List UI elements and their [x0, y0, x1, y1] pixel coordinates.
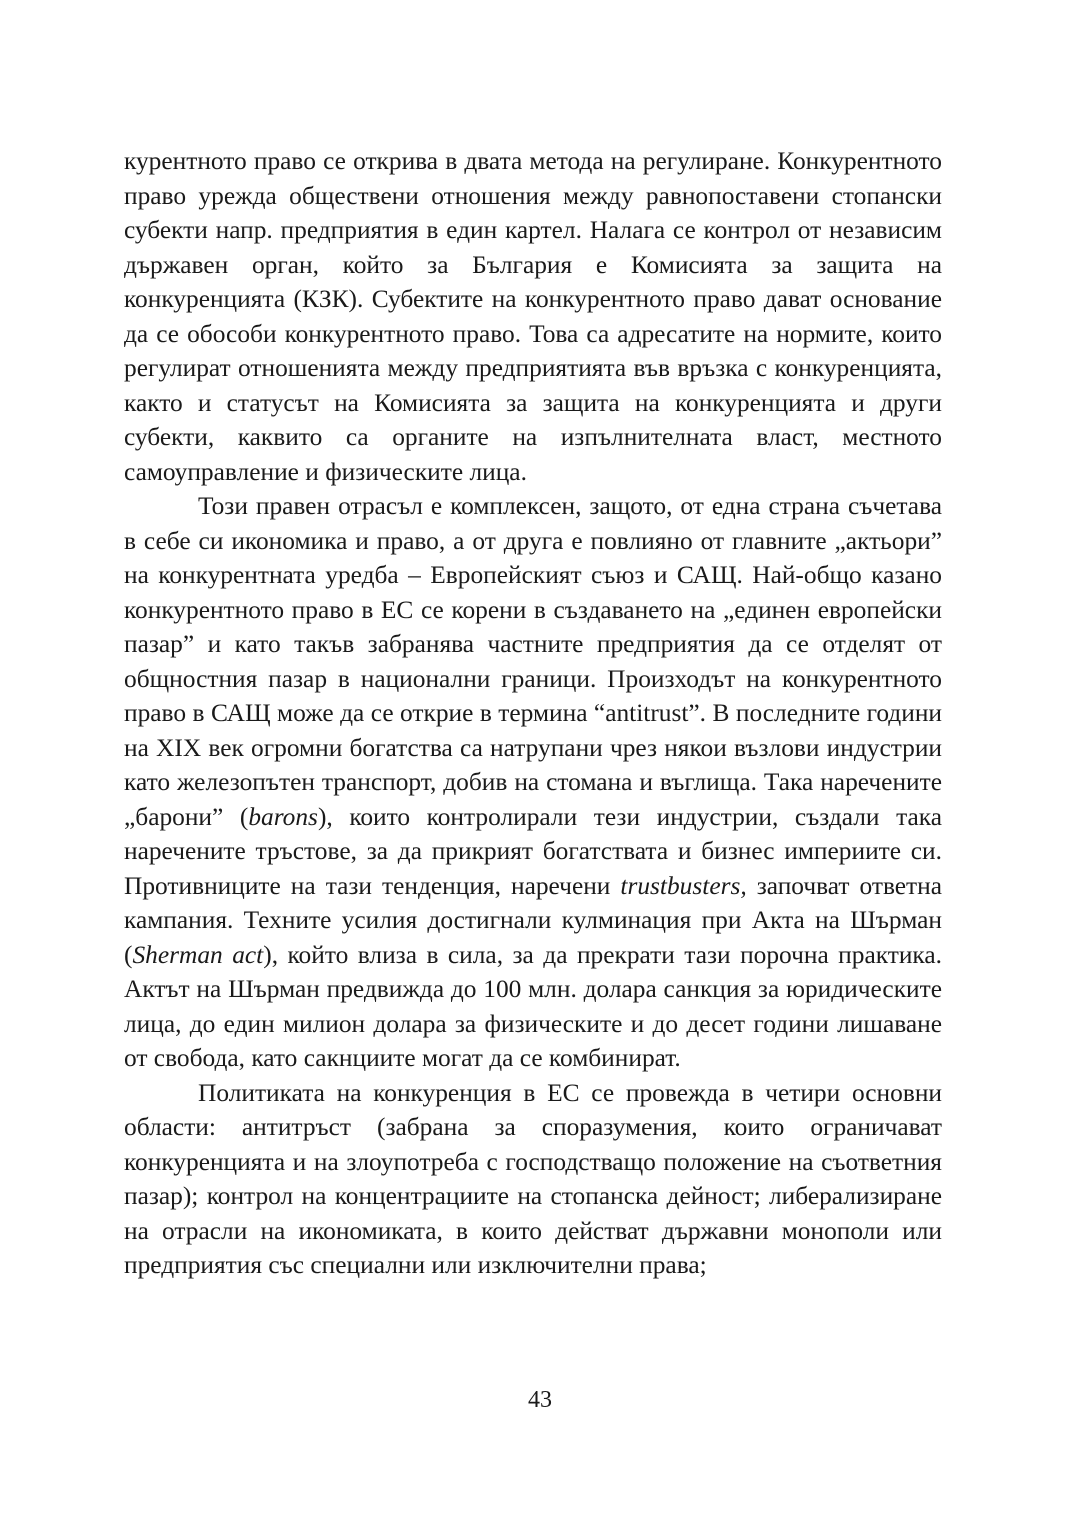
- paragraph-3-text: Политиката на конкуренция в ЕС се провежда в четири основни области: антитръст (забрана за споразумения, които ограничават конкуренцията и на злоупотреба с господстващо положение на съответния пазар); контрол на концентрациите на стопанска дейност; либерализиране на отрасли на икономиката, в които действат държавни монополи или предприятия със специални или изключителни права;: [124, 1078, 942, 1279]
- paragraph-2: [124, 489, 942, 1076]
- paragraph-1-text: курентното право се открива в двата метода на регулиране. Конкурентното право урежда обществени отношения между равнопоставени стопански субекти напр. предприятия в един картел. Налага се контрол от независим държавен орган, който за България е Комисията за защита на конкуренцията (КЗК). Субектите на конкурентното право дават основание да се обособи конкурентното право. Това са адресатите на нормите, които регулират отношенията между предприятията във връзка с конкуренцията, както и статусът на Комисията за защита на конкуренцията и други субекти, каквито са органите на изпълнителната власт, местното самоуправление и физическите лица.: [124, 147, 942, 486]
- paragraph-2-text-d: ), който влиза в сила, за да прекрати тази порочна практика. Актът на Шърман предвижда до 100 млн. долара санкция за юридическите лица, до един милион долара за физическите и до десет години лишаване от свобода, като сакнциите могат да се комбинират.: [124, 940, 942, 1072]
- page-number: 43: [528, 1387, 552, 1413]
- paragraph-2-italic-barons: barons: [248, 802, 318, 831]
- paragraph-1: [124, 144, 942, 489]
- paragraph-2-text-b: ), които контролирали тези индустрии, създали така наречените тръстове, за да прикрият богатствата и бизнес империите си. Противниците на тази тенденция, наречени: [124, 802, 942, 900]
- paragraph-2-text-c: започват ответна кампания. Техните усилия достигнали кулминация при Акта на Шърман (: [124, 871, 943, 969]
- paragraph-2-text-a: Този правен отрасъл е комплексен, защото, от една страна съчетава в себе си икономика и право, а от друга е повлияно от главните „актьори” на конкурентната уредба – Европейският съюз и САЩ. Най-общо казано конкурентното право в ЕС се корени в създаването на „единен европейски пазар” и като такъв забранява частните предприятия да се отделят от общностния пазар в национални граници. Произходът на конкурентното право в САЩ може да се открие в термина “antitrust”. В последните години на XIX век огромни богатства са натрупани чрез някои възлови индустрии като железопътен транспорт, добив на стомана и въглища. Така наречените „барони” (: [124, 492, 942, 831]
- paragraph-2-italic-sherman-act: Sherman act: [132, 940, 264, 969]
- paragraph-3: [124, 1076, 942, 1283]
- paragraph-2-italic-trustbusters: trustbusters,: [620, 871, 747, 900]
- body-text: [124, 144, 942, 1283]
